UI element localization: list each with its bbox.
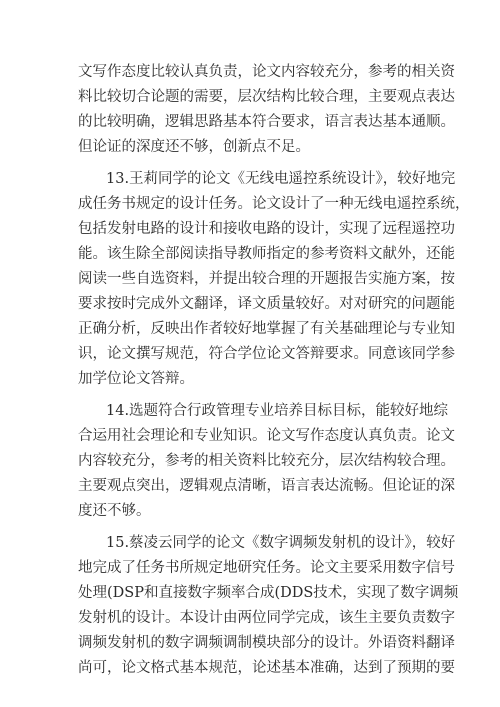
text-line: 加学位论文答辩。 bbox=[78, 371, 194, 387]
text-line: 包括发射电路的设计和接收电路的设计，实现了远程遥控功 bbox=[78, 221, 455, 237]
paragraph-14 bbox=[78, 399, 455, 524]
text-line: 尚可，论文格式基本规范，论述基本准确，达到了预期的要 bbox=[78, 660, 455, 676]
text-line: 文写作态度比较认真负责，论文内容较充分，参考的相关资 bbox=[78, 64, 455, 80]
text-line: 料比较切合论题的需要，层次结构比较合理，主要观点表达 bbox=[78, 89, 455, 105]
text-line: 地完成了任务书所规定地研究任务。论文主要采用数字信号 bbox=[78, 560, 455, 576]
text-line: 度还不够。 bbox=[78, 503, 151, 519]
text-line: 阅读一些自选资料，并提出较合理的开题报告实施方案，按 bbox=[78, 271, 455, 287]
text-line: 主要观点突出，逻辑观点清晰，语言表达流畅。但论证的深 bbox=[78, 478, 455, 494]
text-line: 能。该生除全部阅读指导教师指定的参考资料文献外，还能 bbox=[78, 246, 455, 262]
paragraph-continued bbox=[78, 60, 455, 160]
text-line: 成任务书规定的设计任务。论文设计了一种无线电遥控系统， bbox=[78, 196, 470, 212]
text-line: 正确分析，反映出作者较好地掌握了有关基础理论与专业知 bbox=[78, 321, 455, 337]
paragraph-13 bbox=[78, 167, 470, 392]
text-line: 13.王莉同学的论文《无线电遥控系统设计》，较好地完 bbox=[106, 171, 456, 187]
text-line: 发射机的设计。本设计由两位同学完成，该生主要负责数字 bbox=[78, 610, 455, 626]
text-line: 识，论文撰写规范，符合学位论文答辩要求。同意该同学参 bbox=[78, 346, 455, 362]
text-line: 合运用社会理论和专业知识。论文写作态度认真负责。论文 bbox=[78, 428, 455, 444]
text-line: 调频发射机的数字调频调制模块部分的设计。外语资料翻译 bbox=[78, 635, 455, 651]
text-line: 但论证的深度还不够，创新点不足。 bbox=[78, 139, 310, 155]
text-line: 15.蔡凌云同学的论文《数字调频发射机的设计》，较好 bbox=[106, 535, 456, 551]
text-line: 内容较充分，参考的相关资料比较充分，层次结构较合理。 bbox=[78, 453, 455, 469]
text-line: 14.选题符合行政管理专业培养目标目标，能较好地综 bbox=[106, 403, 449, 419]
text-line: 要求按时完成外文翻译，译文质量较好。对对研究的问题能 bbox=[78, 296, 455, 312]
document-page bbox=[78, 60, 470, 681]
text-line: 的比较明确，逻辑思路基本符合要求，语言表达基本通顺。 bbox=[78, 114, 455, 130]
text-line: 处理(DSP和直接数字频率合成(DDS技术，实现了数字调频 bbox=[78, 585, 459, 601]
paragraph-15 bbox=[78, 531, 459, 681]
